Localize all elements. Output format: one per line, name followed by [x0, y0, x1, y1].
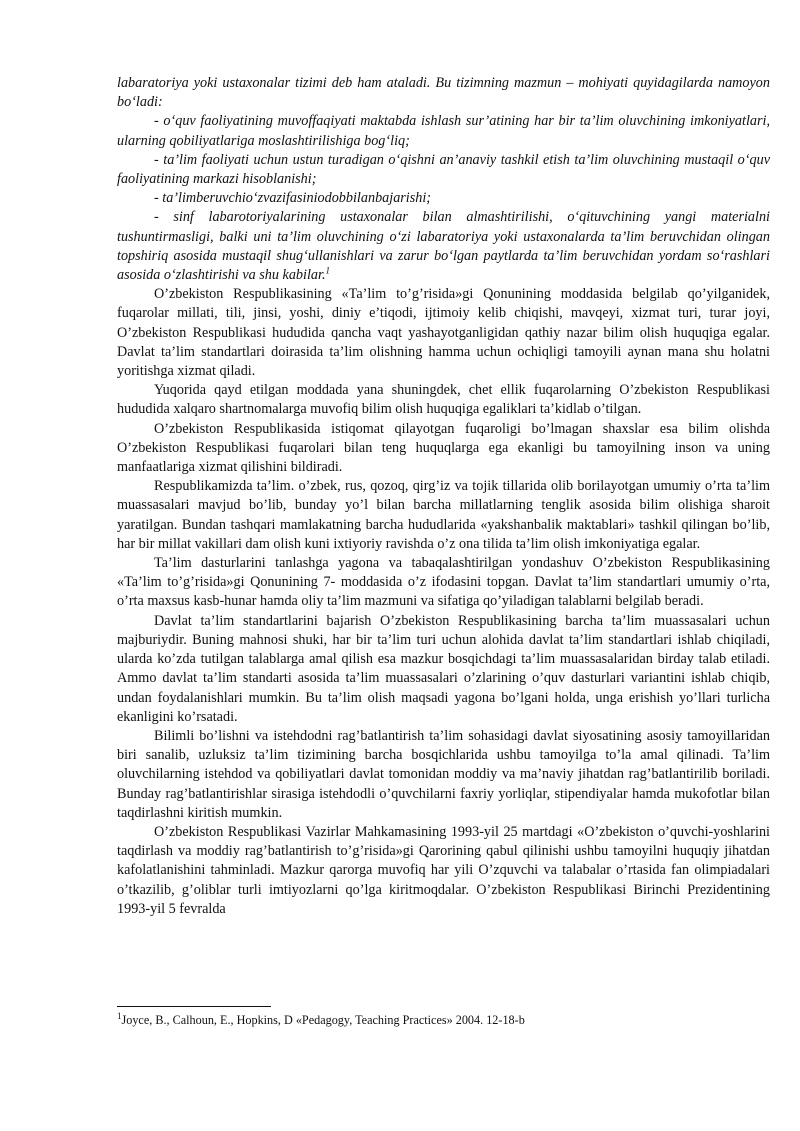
paragraph-3: - ta’lim faoliyati uchun ustun turadigan o‘qishni an’anaviy tashkil etish ta’lim oluvchining mustaqil o‘quv faoliyatining markazi hisoblanishi; [117, 151, 770, 188]
footnote [117, 1012, 525, 1028]
paragraph-1: labaratoriya yoki ustaxonalar tizimi deb ham ataladi. Bu tizimning mazmun – mohiyati quyidagilarda namoyon bo‘ladi: [117, 75, 770, 111]
paragraph-8: O’zbekiston Respublikasida istiqomat qilayotgan fuqaroligi bo’lmagan shaxslar esa bilim olishda O’zbekiston Respublikasi fuqarolari bilan teng huquqlarga ega ekanligi bu tamoyilning inson va uning manfaatlariga xizmat qilishini bildiradi. [117, 420, 770, 476]
paragraph-11: Davlat ta’lim standartlarini bajarish O’zbekiston Respublikasining barcha ta’lim muassasalari uchun majburiydir. Buning mahnosi shuki, har bir ta’lim turi uchun alohida davlat ta’lim standartlari ishlab chiqiladi, ularda ko’zda tutilgan talablarga amal qilish esa mazkur bosqichdagi ta’lim muassasalaridan birday talab etiladi. Ammo davlat ta’lim standarti asosida ta’lim muassasalari o’zlarining o’quv dasturlari variantini ishlab chiqib, undan foydalanishlari mumkin. Bu ta’lim olish maqsadi yagona bo’lgani holda, unga erishish yo’llari turlicha ekanligini ko’rsatadi. [117, 612, 770, 725]
paragraph-4: - ta’limberuvchio‘zvazifasiniodobbilanbajarishi; [154, 190, 432, 207]
paragraph-12: Bilimli bo’lishni va istehdodni rag’batlantirish ta’lim sohasidagi davlat siyosatining asosiy tamoyillaridan biri sanalib, uzluksiz ta’lim tizimining barcha bosqichlarida ushbu tamoyilga to’la amal qilinadi. Ta’lim oluvchilarning istehdod va qobiliyatlari davlat tomonidan moddiy va ma’naviy jihatdan rag’batlantirilib boriladi. Bunday rag’batlantirishlar sirasiga istehdodli o’quvchilarni faxriy yorliqlar, stipendiyalar hamda mukofotlar bilan taqdirlashni kiritish mumkin. [117, 727, 770, 821]
paragraph-9: Respublikamizda ta’lim. o’zbek, rus, qozoq, qirg’iz va tojik tillarida olib borilayotgan umumiy o’rta ta’lim muassasalari mavjud bo’lib, bunday yo’l bilan barcha millatlarning tenglik asosida bilim olishiga sharoit yaratilgan. Bundan tashqari mamlakatning barcha hududlarida «yakshanbalik maktablari» tashkil qilingan bo’lib, har bir millat vakillari dam olish kuni ixtiyoriy ravishda o’z ona tilida ta’lim olish imkoniyatiga egalar. [117, 478, 770, 552]
document-body [117, 74, 770, 919]
footnote-mark: 1 [117, 1010, 122, 1021]
paragraph-2: - o‘quv faoliyatining muvoffaqiyati maktabda ishlash sur’atining har bir ta’lim oluvchining imkoniyatlari, ularning qobiliyatlariga moslashtirilishiga bog‘liq; [117, 113, 770, 149]
paragraph-10: Ta’lim dasturlarini tanlashga yagona va tabaqalashtirilgan yondashuv O’zbekiston Respublikasining «Ta’lim to’g’risida»gi Qonunining 7- moddasida o’z ifodasini topgan. Davlat ta’lim standartlari umumiy o’rta, o’rta maxsus kasb-hunar hamda oliy ta’lim mazmuni va sifatiga qo’yiladigan talablarni belgilab beradi. [117, 555, 770, 610]
footnote-reference: 1 [325, 265, 330, 276]
paragraph-7: Yuqorida qayd etilgan moddada yana shuningdek, chet ellik fuqarolarning O’zbekiston Respublikasi hududida xalqaro shartnomalarga muvofiq bilim olish huquqiga egaliklari ta’kidlab o’tilgan. [117, 382, 770, 418]
footnote-text: Joyce, B., Calhoun, E., Hopkins, D «Pedagogy, Teaching Practices» 2004. 12-18-b [121, 1013, 525, 1027]
paragraph-13: O’zbekiston Respublikasi Vazirlar Mahkamasining 1993-yil 25 martdagi «O’zbekiston o’quvchi-yoshlarini taqdirlash va moddiy rag’batlantirish to’g’risida»gi Qarorining qabul qilinishi ushbu tamoyilni huquqiy jihatdan kafolatlanishini tahminladi. Mazkur qarorga muvofiq har yili O’zquvchi va talabalar o’rtasida fan olimpiadalari o’tkazilib, g’oliblar turli imtiyozlarni qo’lga kiritmoqdalar. O’zbekiston Respublikasi Birinchi Prezidentining 1993-yil 5 fevralda [117, 823, 770, 917]
paragraph-5: - sinf labarotoriyalarining ustaxonalar bilan almashtirilishi, o‘qituvchining yangi materialni tushuntirmasligi, balki uni ta’lim oluvchining o‘zi labaratoriya yoki ustaxonalarda ta’lim beruvchidan olingan topshiriq asosida mustaqil shug‘ullanishlari va zarur bo‘lgan paytlarda ta’lim beruvchidan yordam so‘rashlari asosida o‘zlashtirishi va shu kabilar.$^1$ [117, 209, 770, 284]
paragraph-6: O’zbekiston Respublikasining «Ta’lim to’g’risida»gi Qonunining moddasida belgilab qo’yilganidek, fuqarolar millati, tili, jinsi, yoshi, diniy e’tiqodi, ijtimoiy kelib chiqishi, mavqeyi, xizmat turi, turar joyi, O’zbekiston Respublikasi hududida qancha vaqt yashayotganligidan qathiy nazar bilim olish huquqiga egalar. Davlat ta’lim standartlari doirasida ta’lim olishning hamma uchun ochiqligi tamoyili aynan mana shu holatni yoritishga xizmat qiladi. [117, 286, 770, 380]
footnote-separator [117, 1006, 271, 1007]
